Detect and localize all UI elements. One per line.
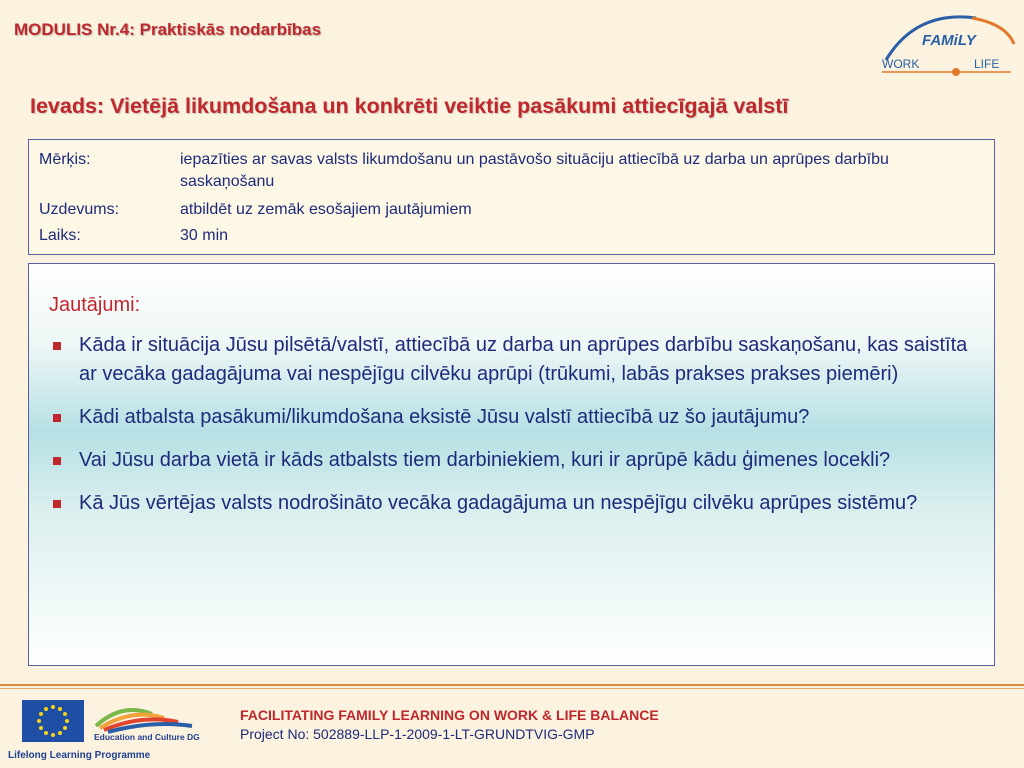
question-text: Kādi atbalsta pasākumi/likumdošana eksistē Jūsu valstī attiecībā uz šo jautājumu? (79, 406, 810, 428)
family-work-life-logo (876, 10, 1018, 80)
logo-work-text: WORK (882, 57, 920, 71)
bullet-icon (53, 414, 61, 422)
question-item (49, 331, 974, 389)
info-text: iepazīties ar savas valsts likumdošanu un pastāvošo situāciju attiecībā uz darba un aprūpes darbību saskaņošanu (180, 151, 889, 190)
question-text: Kā Jūs vērtējas valsts nodrošināto vecāka gadagājuma un nespējīgu cilvēku aprūpes sistēmu? (79, 492, 918, 514)
info-text: 30 min (180, 227, 229, 244)
dg-label: Education and Culture DG (94, 732, 200, 742)
slide-title: Ievads: Vietējā likumdošana un konkrēti veiktie pasākumi attiecīgajā valstī (30, 94, 789, 118)
info-label: Uzdevums: (39, 201, 120, 218)
info-label: Mērķis: (39, 151, 91, 168)
question-item (49, 489, 974, 518)
footer-title: FACILITATING FAMILY LEARNING ON WORK & LIFE BALANCE (240, 707, 659, 723)
llp-label: Lifelong Learning Programme (8, 750, 151, 761)
info-row-goal (39, 149, 984, 193)
questions-list (49, 331, 974, 518)
footer-divider (0, 684, 1024, 686)
task-info-box (28, 139, 995, 255)
info-text: atbildēt uz zemāk esošajiem jautājumiem (180, 201, 472, 218)
bullet-icon (53, 500, 61, 508)
module-title: MODULIS Nr.4: Praktiskās nodarbības (14, 20, 322, 39)
logo-family-text: FAMiLY (922, 32, 976, 49)
bullet-icon (53, 342, 61, 350)
question-item (49, 403, 974, 432)
info-row-task (39, 199, 984, 221)
bullet-icon (53, 457, 61, 465)
question-text: Kāda ir situācija Jūsu pilsētā/valstī, attiecībā uz darba un aprūpes darbību saskaņošanu, kas saistīta ar vecāka gadagājuma vai nespējīgu cilvēku aprūpi (trūkumi, labās prakses prakses piemēri) (79, 334, 968, 385)
info-label: Laiks: (39, 227, 81, 244)
logo-life-text: LIFE (974, 57, 1000, 71)
question-text: Vai Jūsu darba vietā ir kāds atbalsts tiem darbiniekiem, kuri ir aprūpē kādu ģimenes locekli? (79, 449, 891, 471)
eu-flag-icon (22, 700, 84, 742)
questions-box (28, 263, 995, 666)
question-item (49, 446, 974, 475)
questions-heading: Jautājumi: (49, 294, 141, 316)
footer-divider-thin (0, 688, 1024, 689)
info-row-time (39, 225, 984, 247)
footer-project-number: Project No: 502889-LLP-1-2009-1-LT-GRUNDTVIG-GMP (240, 726, 595, 742)
